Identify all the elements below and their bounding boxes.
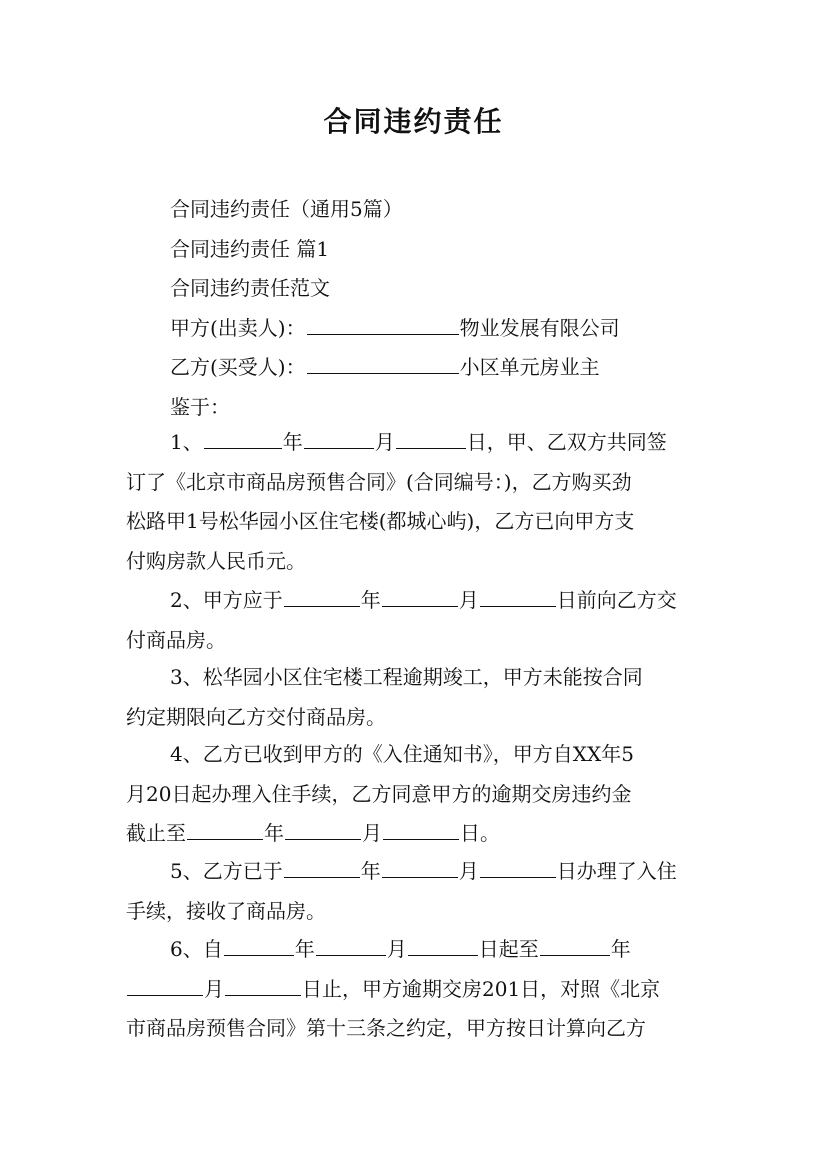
month-label: 月	[458, 588, 479, 612]
clause-4	[126, 735, 701, 854]
clause-2-line-1	[126, 581, 701, 621]
year-label: 年	[294, 937, 315, 961]
intro-line-1: 合同违约责任（通用5篇）	[170, 197, 403, 221]
blank-year	[284, 857, 360, 878]
blank-day	[480, 857, 556, 878]
party-a-line	[126, 309, 701, 349]
year-label-2: 年	[610, 937, 631, 961]
intro-line-2: 合同违约责任 篇1	[170, 236, 330, 261]
intro-block	[126, 190, 701, 427]
clause-5	[126, 852, 701, 931]
blank-month	[382, 857, 458, 878]
year-label: 年	[360, 588, 381, 612]
month-label: 月	[458, 859, 479, 883]
clause-4-tail: 日。	[460, 821, 500, 845]
clause-3-line-1: 3、松华园小区住宅楼工程逾期竣工，甲方未能按合同	[170, 665, 643, 689]
blank-year	[224, 935, 294, 956]
year-label: 年	[282, 430, 303, 454]
clause-5-line-1	[126, 852, 701, 892]
month-label: 月	[362, 821, 382, 845]
party-b-suffix: 小区单元房业主	[459, 355, 600, 379]
month-label: 月	[386, 937, 407, 961]
party-a-suffix: 物业发展有限公司	[459, 315, 620, 340]
clause-5-tail: 日办理了入住	[556, 859, 677, 883]
clause-4-line-2: 月20日起办理入住手续，乙方同意甲方的逾期交房违约金	[126, 781, 632, 806]
clause-4-line-3-prefix: 截止至	[126, 821, 186, 845]
blank-year	[204, 428, 282, 449]
clause-1-line-3: 松路甲1号松华园小区住宅楼(都城心屿)，乙方已向甲方支	[126, 509, 635, 533]
clause-6-line-2	[126, 970, 701, 1010]
party-b-blank	[307, 353, 459, 374]
party-a-blank	[307, 314, 459, 335]
month-label-2: 月	[204, 976, 224, 1001]
party-a-label: 甲方(出卖人)：	[170, 315, 306, 340]
clause-1-prefix: 1、	[170, 430, 203, 454]
clause-4-line-1: 4、乙方已收到甲方的《入住通知书》，甲方自XX年5	[170, 742, 634, 766]
blank-day	[480, 586, 556, 607]
clause-2-prefix: 2、甲方应于	[170, 588, 283, 612]
clause-5-line-2: 手续，接收了商品房。	[126, 898, 326, 923]
year-label: 年	[360, 859, 381, 883]
clause-3-line-2: 约定期限向乙方交付商品房。	[126, 704, 386, 729]
clause-2-line-2: 付商品房。	[126, 627, 226, 652]
clause-2-tail: 日前向乙方交	[556, 588, 677, 612]
blank-day-2	[225, 975, 301, 996]
blank-year	[284, 586, 360, 607]
blank-year-2	[540, 935, 610, 956]
clause-2	[126, 581, 701, 660]
page-title: 合同违约责任	[323, 105, 504, 138]
clause-6-mid: 日起至	[478, 937, 539, 961]
clause-6-line-2-tail: 日止，甲方逾期交房201日，对照《北京	[302, 976, 661, 1001]
clause-6-line-1	[126, 930, 701, 970]
blank-month-2	[127, 975, 203, 996]
clause-1-line-1	[126, 423, 701, 463]
intro-line-3: 合同违约责任范文	[170, 276, 330, 300]
clause-1	[126, 423, 701, 581]
party-b-line	[126, 348, 701, 388]
clause-5-prefix: 5、乙方已于	[170, 859, 283, 883]
party-b-label: 乙方(买受人)：	[170, 355, 306, 379]
blank-year	[187, 819, 263, 840]
blank-day	[396, 428, 466, 449]
clause-4-line-3	[126, 814, 701, 854]
whereas-line: 鉴于：	[170, 394, 230, 419]
clause-6-line-3: 市商品房预售合同》第十三条之约定，甲方按日计算向乙方	[126, 1016, 646, 1040]
clause-3	[126, 658, 701, 737]
clause-1-tail: 日，甲、乙双方共同签	[466, 430, 667, 454]
year-label: 年	[264, 821, 284, 845]
clause-1-line-4: 付购房款人民币元。	[126, 548, 306, 573]
clause-6	[126, 930, 701, 1049]
blank-day	[408, 935, 478, 956]
blank-day	[383, 819, 459, 840]
blank-month	[316, 935, 386, 956]
month-label: 月	[374, 430, 395, 454]
clause-6-prefix: 6、自	[170, 937, 223, 961]
blank-month	[382, 586, 458, 607]
blank-month	[285, 819, 361, 840]
blank-month	[304, 428, 374, 449]
clause-1-line-2: 订了《北京市商品房预售合同》(合同编号：)，乙方购买劲	[126, 469, 632, 494]
